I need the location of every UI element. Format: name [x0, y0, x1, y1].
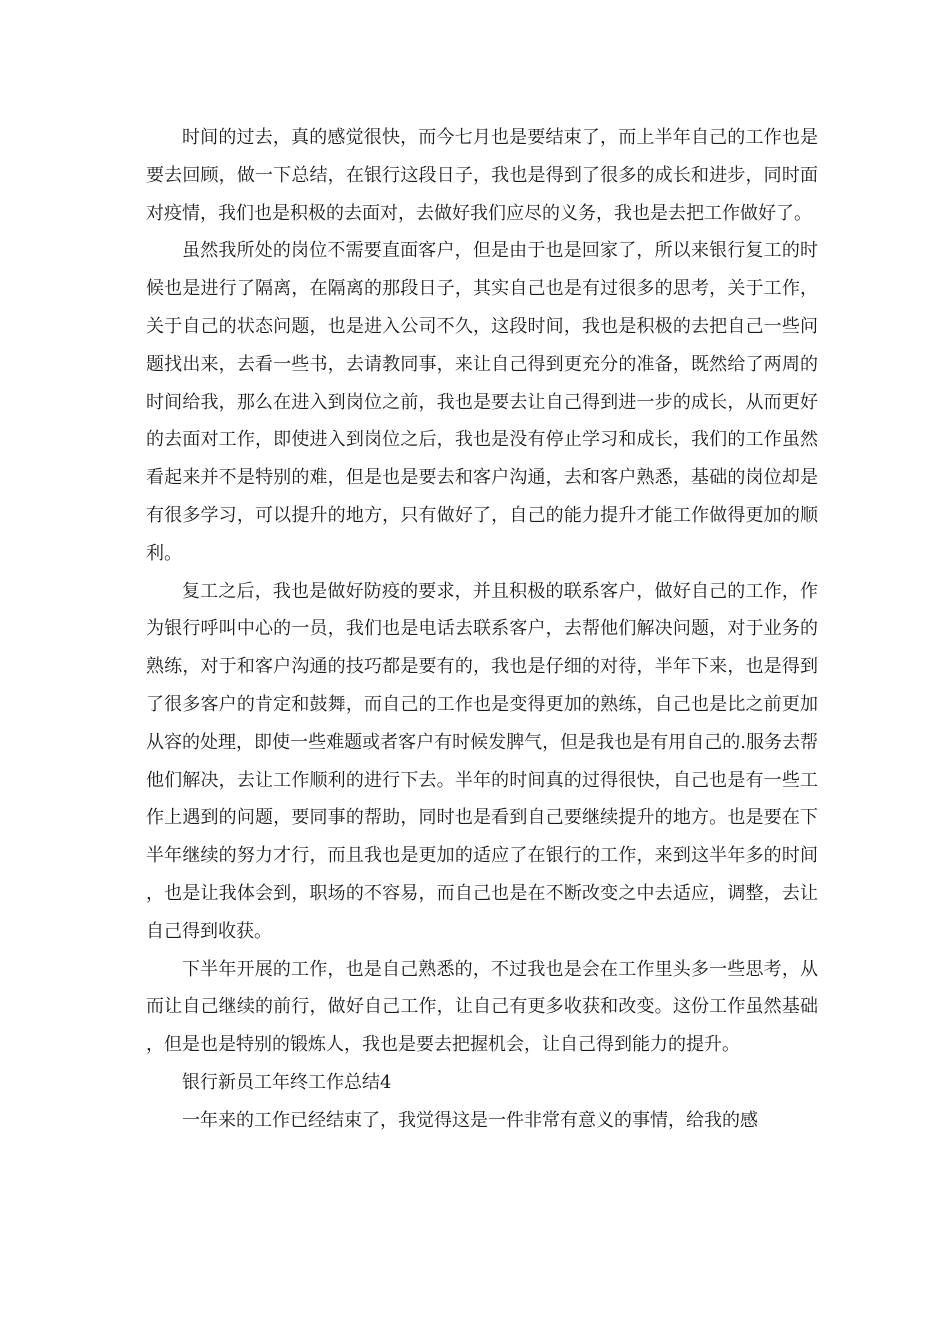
section-heading: 银行新员工年终工作总结4 — [182, 1071, 392, 1093]
paragraph-4: 下半年开展的工作，也是自己熟悉的，不过我也是会在工作里头多一些思考，从而让自己继续的前行，做好自己工作，让自己有更多收获和改变。这份工作虽然基础，但是也是特别的锻炼人，我也是要去把握机会，让自己得到能力的提升。 — [146, 958, 818, 1056]
paragraph-1: 时间的过去，真的感觉很快，而今七月也是要结束了，而上半年自己的工作也是要去回顾，做一下总结，在银行这段日子，我也是得到了很多的成长和进步，同时面对疫情，我们也是积极的去面对，去做好我们应尽的义务，我也是去把工作做好了。 — [146, 127, 818, 224]
paragraph-3: 复工之后，我也是做好防疫的要求，并且积极的联系客户，做好自己的工作，作为银行呼叫中心的一员，我们也是电话去联系客户，去帮他们解决问题，对于业务的熟练，对于和客户沟通的技巧都是要有的，我也是仔细的对待，半年下来，也是得到了很多客户的肯定和鼓舞，而自己的工作也是变得更加的熟练，自己也是比之前更加从容的处理，即使一些难题或者客户有时候发脾气，但是我也是有用自己的.服务去帮他们解决，去让工作顺利的进行下去。半年的时间真的过得很快，自己也是有一些工作上遇到的问题，要同事的帮助，同时也是看到自己要继续提升的地方。也是要在下半年继续的努力才行，而且我也是更加的适应了在银行的工作，来到这半年多的时间，也是让我体会到，职场的不容易，而自己也是在不断改变之中去适应，调整，去让自己得到收获。 — [146, 580, 818, 942]
paragraph-2: 虽然我所处的岗位不需要直面客户，但是由于也是回家了，所以来银行复工的时候也是进行了隔离，在隔离的那段日子，其实自己也是有过很多的思考，关于工作，关于自己的状态问题，也是进入公司不久，这段时间，我也是积极的去把自己一些问题找出来，去看一些书，去请教同事，来让自己得到更充分的准备，既然给了两周的时间给我，那么在进入到岗位之前，我也是要去让自己得到进一步的成长，从而更好的去面对工作，即使进入到岗位之后，我也是没有停止学习和成长，我们的工作虽然看起来并不是特别的难，但是也是要去和客户沟通，去和客户熟悉，基础的岗位却是有很多学习，可以提升的地方，只有做好了，自己的能力提升才能工作做得更加的顺利。 — [146, 240, 818, 564]
document-page — [146, 119, 818, 1140]
paragraph-5: 一年来的工作已经结束了，我觉得这是一件非常有意义的事情，给我的感 — [182, 1109, 758, 1131]
